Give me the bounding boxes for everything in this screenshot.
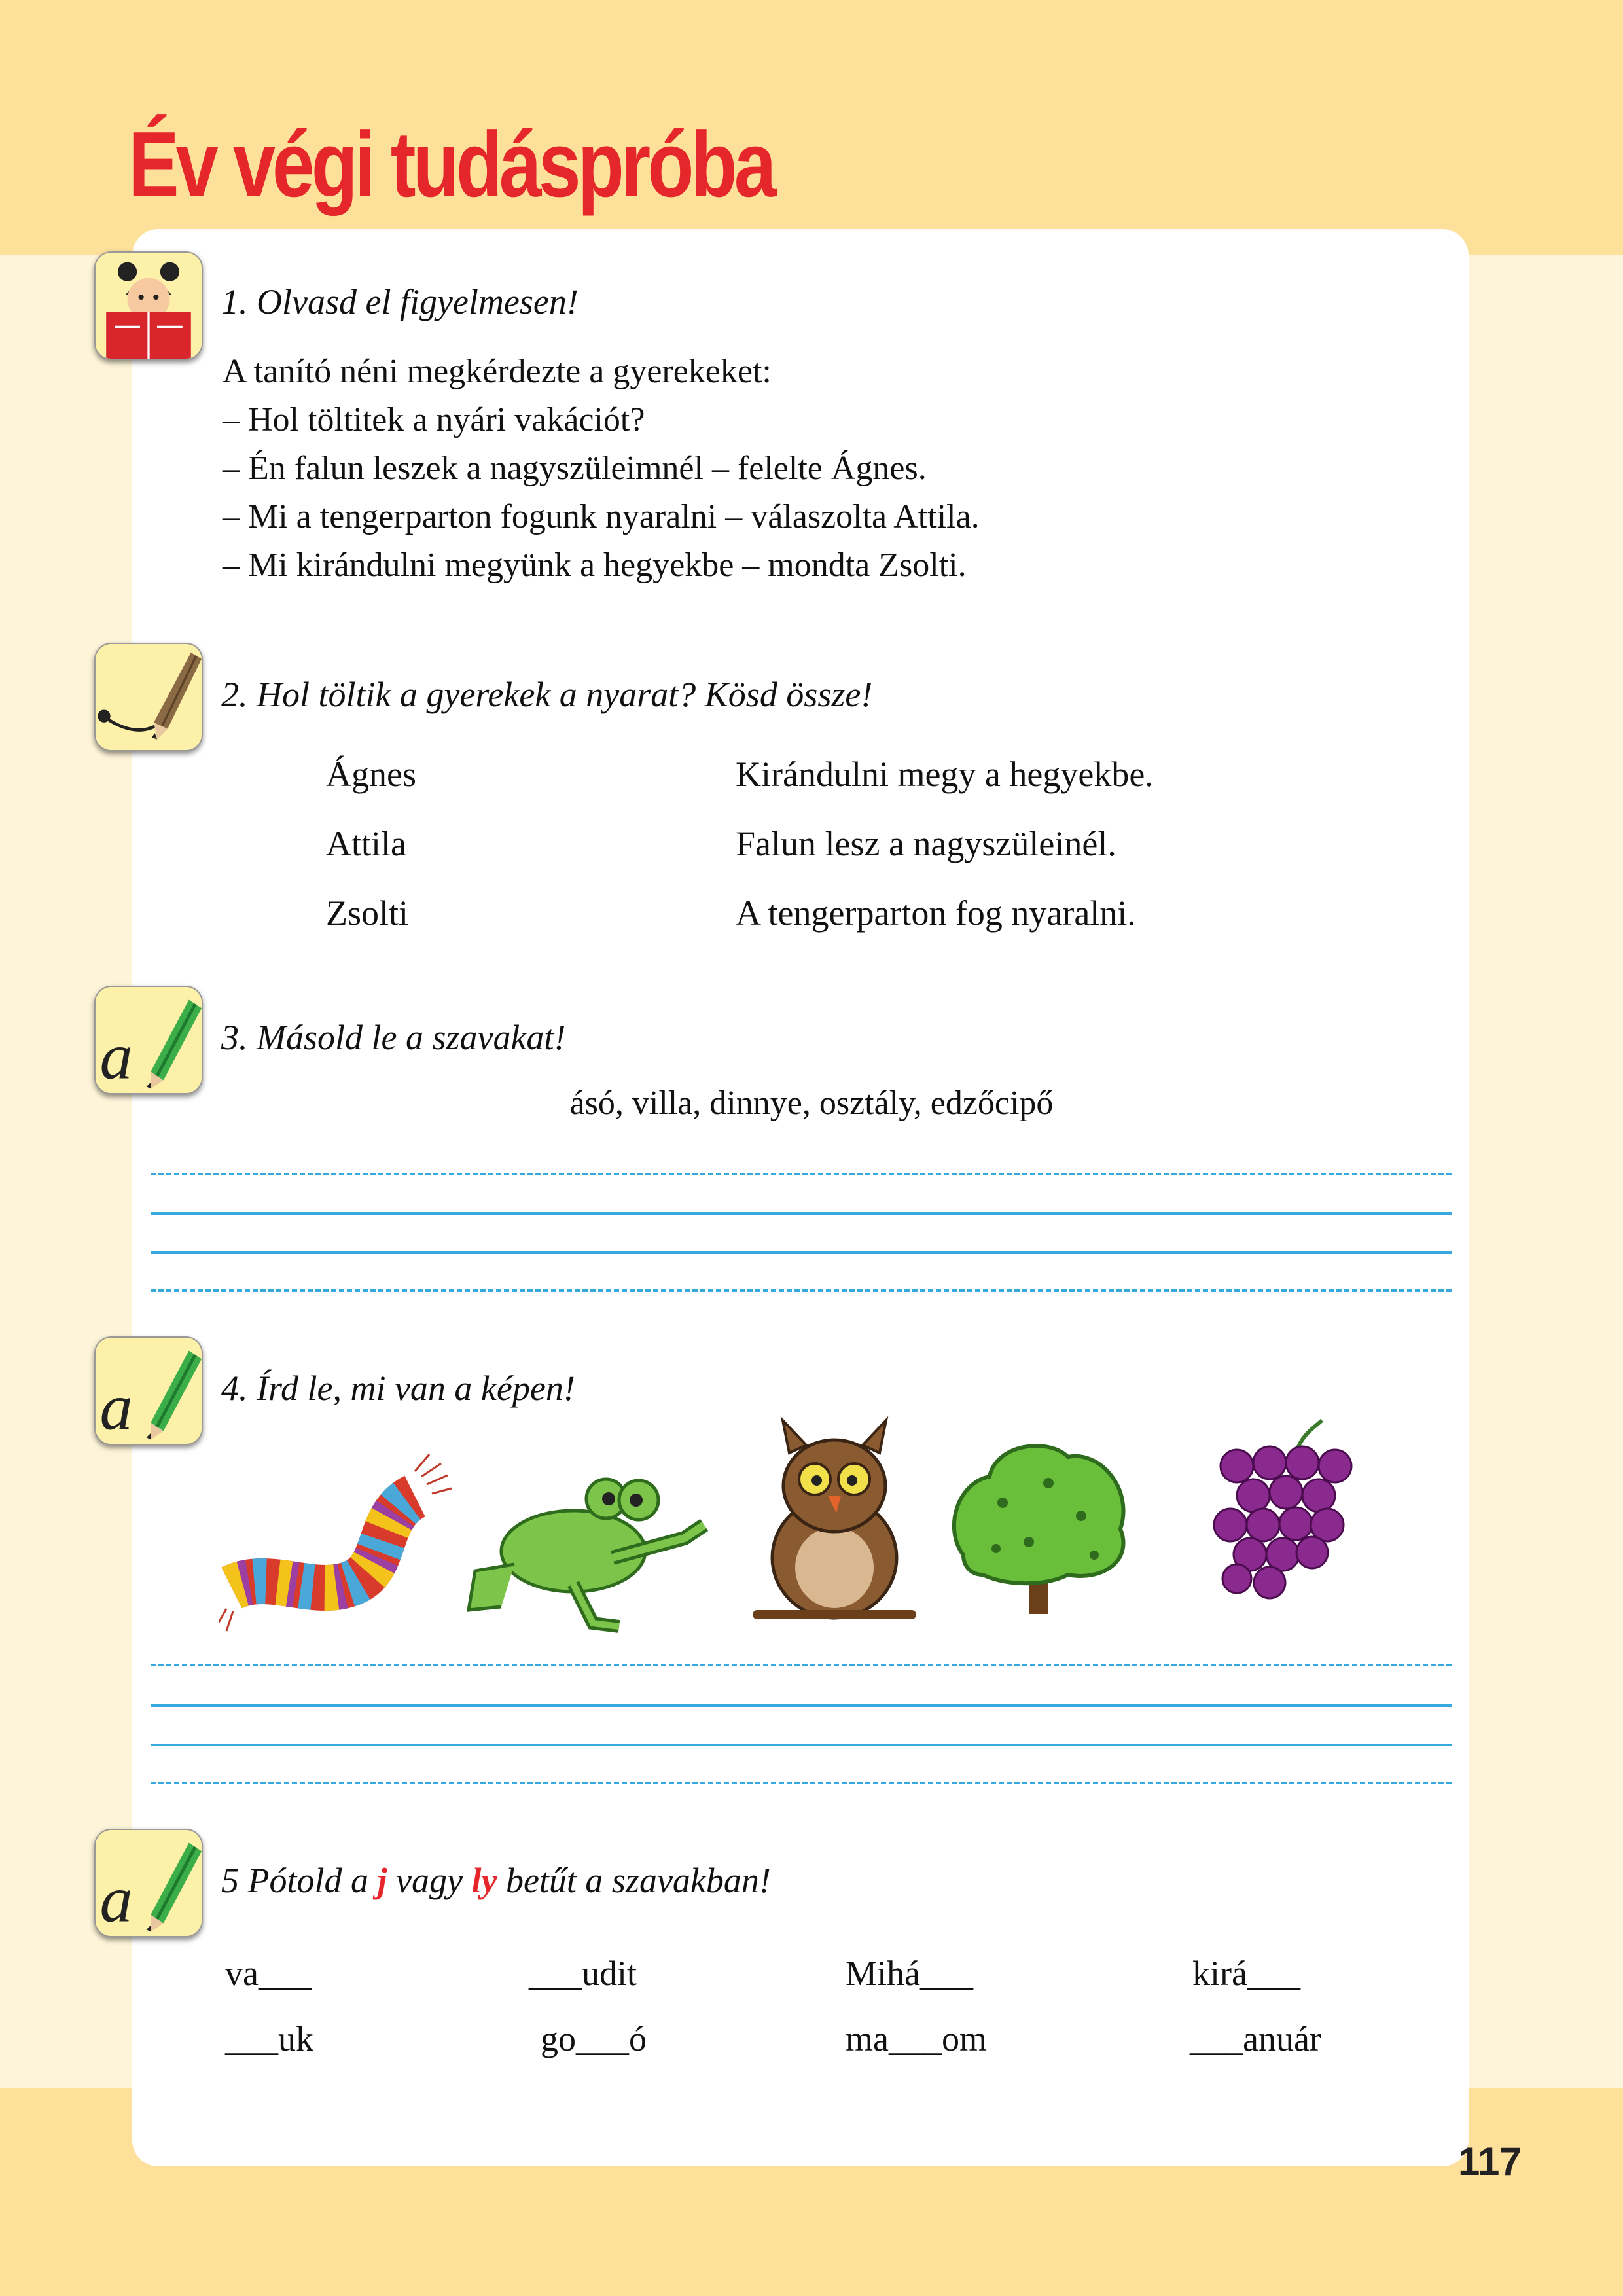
- svg-text:a: a: [99, 1862, 133, 1936]
- task2-heading: 2. Hol töltik a gyerekek a nyarat? Kösd össze!: [221, 675, 873, 714]
- writing-line-dashed[interactable]: [151, 1289, 1452, 1292]
- fill-word[interactable]: va___: [225, 1954, 312, 1993]
- task5-heading-end: betűt a szavakban!: [497, 1861, 771, 1900]
- writing-line-dashed[interactable]: [151, 1782, 1452, 1784]
- scarf-picture: [219, 1437, 454, 1634]
- reading-girl-icon: [94, 251, 203, 360]
- place-item[interactable]: Falun lesz a nagyszüleinél.: [736, 824, 1116, 863]
- fill-word[interactable]: ___anuár: [1190, 2019, 1321, 2058]
- name-item[interactable]: Ágnes: [326, 755, 416, 794]
- writing-pencil-icon: [94, 1829, 203, 1937]
- task1-line: – Én falun leszek a nagyszüleimnél – felelte Ágnes.: [223, 450, 927, 487]
- frog-picture: [462, 1440, 711, 1636]
- letter-j: j: [377, 1861, 387, 1900]
- task4-heading: 4. Írd le, mi van a képen!: [221, 1369, 575, 1408]
- writing-line-solid[interactable]: [151, 1744, 1452, 1746]
- task1-line: – Mi kirándulni megyünk a hegyekbe – mondta Zsolti.: [223, 547, 967, 584]
- name-item[interactable]: Attila: [326, 824, 406, 863]
- fill-word[interactable]: Mihá___: [846, 1954, 973, 1993]
- grapes-picture: [1198, 1407, 1374, 1617]
- name-item[interactable]: Zsolti: [326, 893, 409, 933]
- writing-line-solid[interactable]: [151, 1704, 1452, 1707]
- writing-line-dashed[interactable]: [151, 1173, 1452, 1175]
- task3-heading: 3. Másold le a szavakat!: [221, 1018, 566, 1057]
- page-number: 117: [1458, 2140, 1522, 2183]
- connect-pencil-icon: [94, 643, 203, 751]
- writing-line-dashed[interactable]: [151, 1664, 1452, 1666]
- fill-word[interactable]: ma___om: [846, 2019, 987, 2058]
- task1-line: – Hol töltitek a nyári vakációt?: [223, 401, 645, 439]
- task1-line: – Mi a tengerparton fogunk nyaralni – válaszolta Attila.: [223, 498, 980, 535]
- fill-word[interactable]: go___ó: [541, 2019, 647, 2058]
- page-title: Év végi tudáspróba: [128, 113, 774, 217]
- fill-word[interactable]: ___uk: [225, 2019, 313, 2058]
- writing-line-solid[interactable]: [151, 1251, 1452, 1254]
- svg-text:a: a: [99, 1370, 133, 1444]
- task5-heading-mid: vagy: [387, 1861, 472, 1900]
- task5-heading: [221, 1860, 771, 1901]
- words-to-copy: ásó, villa, dinnye, osztály, edzőcipő: [569, 1085, 1054, 1122]
- task1-line: A tanító néni megkérdezte a gyerekeket:: [223, 353, 772, 390]
- fill-word[interactable]: ___udit: [529, 1954, 637, 1993]
- writing-line-solid[interactable]: [151, 1212, 1452, 1215]
- place-item[interactable]: A tengerparton fog nyaralni.: [736, 893, 1136, 933]
- task5-heading-start: 5 Pótold a: [221, 1861, 378, 1900]
- writing-pencil-icon: [94, 986, 203, 1094]
- task1-heading: 1. Olvasd el figyelmesen!: [221, 282, 579, 321]
- owl-picture: [746, 1414, 923, 1630]
- writing-pencil-icon: [94, 1336, 203, 1445]
- svg-text:a: a: [99, 1019, 133, 1093]
- fill-word[interactable]: kirá___: [1192, 1954, 1300, 1993]
- letter-ly: ly: [471, 1861, 497, 1900]
- bush-picture: [937, 1424, 1140, 1621]
- place-item[interactable]: Kirándulni megy a hegyekbe.: [736, 755, 1154, 794]
